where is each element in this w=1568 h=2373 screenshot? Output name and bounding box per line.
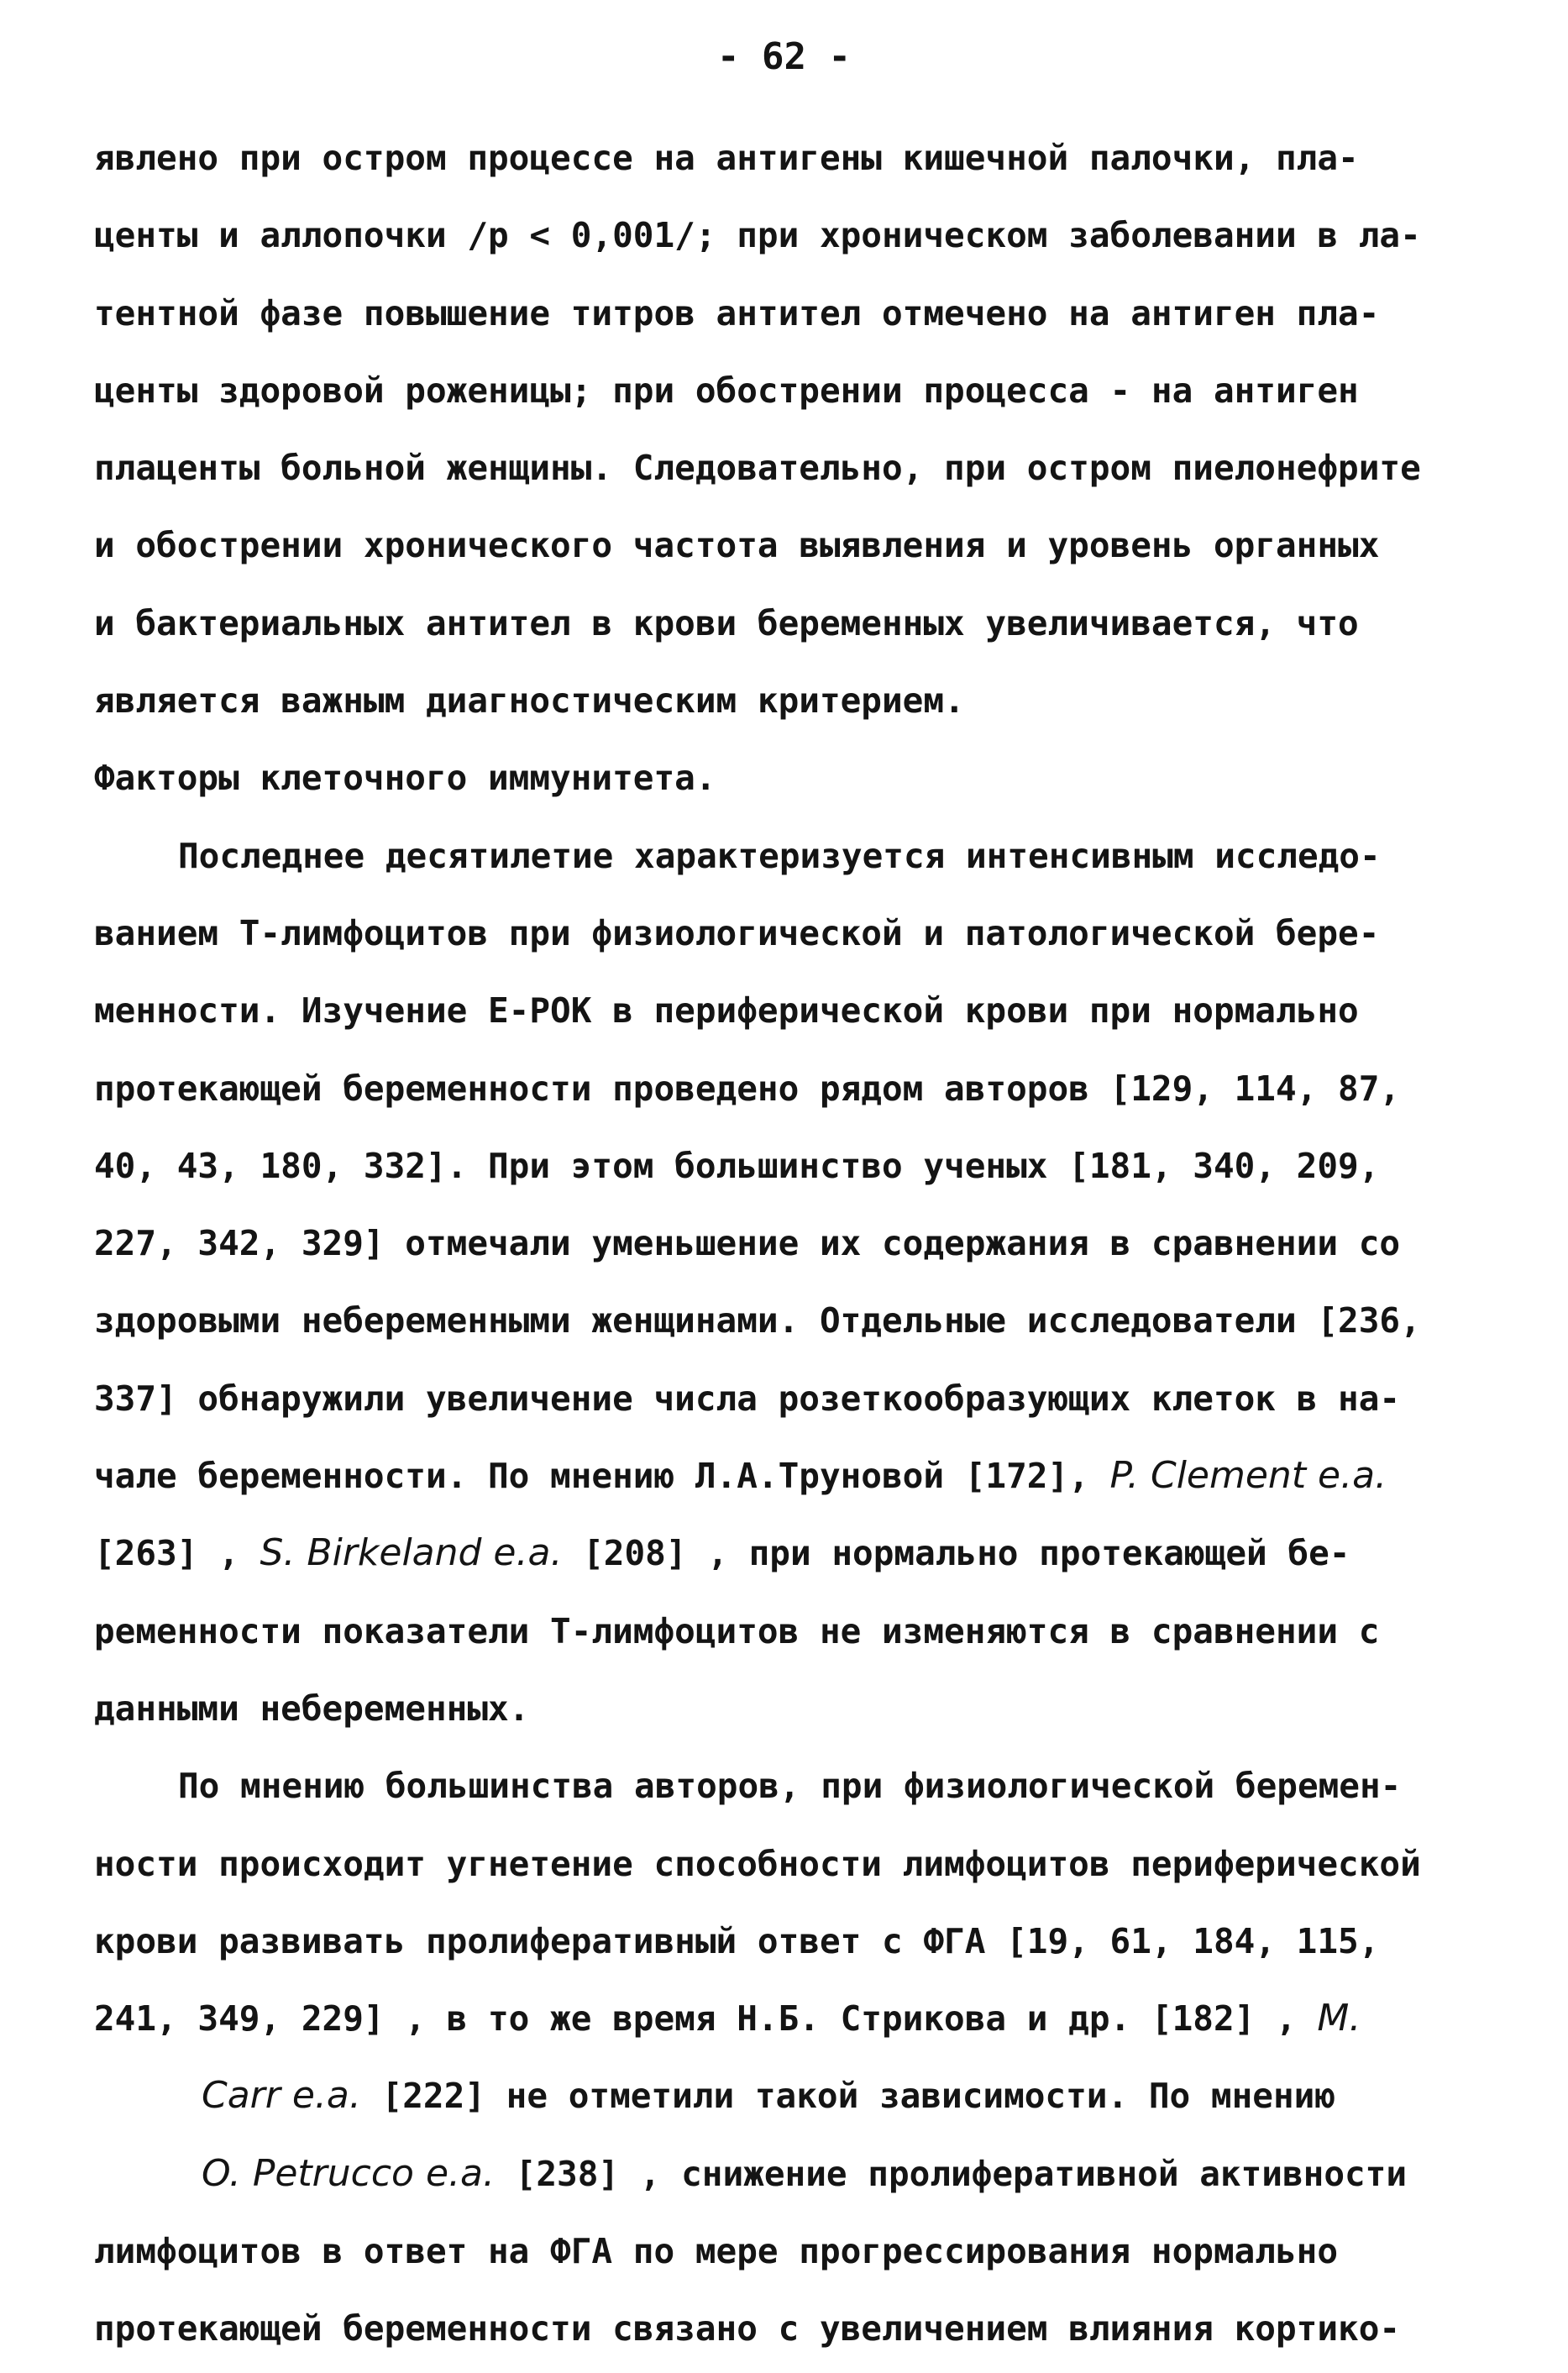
text-line (94, 434, 1471, 512)
text-line (94, 590, 1471, 667)
text-line (94, 1908, 1471, 1985)
text-line (94, 2218, 1471, 2295)
text-segment: ванием Т-лимфоцитов при физиологической и патологической бере- (94, 912, 1380, 953)
text-line (94, 512, 1471, 589)
text-line (94, 977, 1471, 1054)
text-segment: лимфоцитов в ответ на ФГА по мере прогрессирования нормально (94, 2231, 1339, 2272)
text-line (94, 1520, 1471, 1597)
text-line (94, 1830, 1471, 1908)
text-line (94, 357, 1471, 434)
text-segment: здоровыми небеременными женщинами. Отдельные исследователи [236, (94, 1300, 1421, 1341)
text-segment: и бактериальных антител в крови беременных увеличивается, что (94, 602, 1359, 643)
text-segment: По мнению большинства авторов, при физиологической беремен- (178, 1766, 1402, 1807)
text-line (94, 2295, 1471, 2372)
text-line (94, 2062, 1471, 2139)
text-line (94, 822, 1471, 900)
text-segment: крови развивать пролиферативный ответ с ФГА [19, 61, 184, 115, (94, 1920, 1380, 1961)
text-segment: 40, 43, 180, 332]. При этом большинство ученых [181, 340, 209, (94, 1145, 1380, 1186)
text-segment: 227, 342, 329] отмечали уменьшение их содержания в сравнении со (94, 1223, 1401, 1264)
page-number: - 62 - (717, 35, 851, 78)
text-segment: центы здоровой роженицы; при обострении процесса - на антиген (94, 370, 1359, 411)
text-segment: 337] обнаружили увеличение числа розеткообразующих клеток в на- (94, 1378, 1401, 1419)
text-line (94, 1752, 1471, 1830)
text-segment: является важным диагностическим критерием. (94, 680, 965, 722)
text-line (94, 1365, 1471, 1442)
text-line (94, 900, 1471, 977)
text-segment: ности происходит угнетение способности лимфоцитов периферической (94, 1843, 1421, 1884)
text-segment: 241, 349, 229] , в то же время Н.Б. Стрикова и др. [182] , (94, 1998, 1318, 2040)
text-segment: центы и аллопочки /р < 0,001/; при хроническом заболевании в ла- (94, 215, 1421, 256)
text-segment: Факторы клеточного иммунитета. (94, 758, 716, 799)
latin-author-name: O. Petrucco e.a. (202, 2151, 495, 2195)
text-segment: плаценты больной женщины. Следовательно, при остром пиелонефрите (94, 448, 1421, 489)
text-segment: протекающей беременности связано с увеличением влияния кортико- (94, 2308, 1401, 2349)
text-segment: [208] , при нормально протекающей бе- (562, 1533, 1350, 1574)
text-segment: менности. Изучение Е-РОК в периферической крови при нормально (94, 990, 1359, 1032)
text-segment: [222] не отметили такой зависимости. По мнению (360, 2076, 1336, 2117)
latin-author-name: S. Birkeland e.a. (260, 1531, 563, 1575)
text-line (94, 1985, 1471, 2062)
text-line (94, 1598, 1471, 1675)
text-line (94, 667, 1471, 744)
text-segment: протекающей беременности проведено рядом авторов [129, 114, 87, (94, 1068, 1401, 1109)
text-segment: и обострении хронического частота выявления и уровень органных (94, 525, 1380, 566)
text-segment: явлено при остром процессе на антигены кишечной палочки, пла- (94, 138, 1359, 178)
text-line (94, 1442, 1471, 1520)
text-line (94, 280, 1471, 357)
section-heading (94, 744, 1471, 822)
latin-author-name: Carr e.a. (202, 2074, 361, 2118)
latin-author-name: P. Clement e.a. (1109, 1454, 1387, 1498)
text-segment: чале беременности. По мнению Л.А.Труновой [172], (94, 1456, 1110, 1497)
text-segment: тентной фазе повышение титров антител отмечено на антиген пла- (94, 292, 1380, 333)
text-line (94, 2140, 1471, 2218)
text-line (94, 1055, 1471, 1132)
text-line (94, 1210, 1471, 1287)
body-text (94, 124, 1471, 2373)
text-segment: [238] , снижение пролиферативной активности (494, 2153, 1408, 2194)
text-segment: Последнее десятилетие характеризуется интенсивным исследо- (178, 835, 1381, 876)
text-segment: ременности показатели Т-лимфоцитов не изменяются в сравнении с (94, 1610, 1380, 1651)
text-line (94, 124, 1471, 202)
text-segment: [263] , (94, 1533, 260, 1574)
text-segment: данными небеременных. (94, 1688, 530, 1729)
text-line (94, 1287, 1471, 1364)
text-line (94, 1132, 1471, 1210)
latin-author-name: M. (1317, 1997, 1361, 2040)
text-line (94, 1675, 1471, 1752)
text-line (94, 202, 1471, 279)
